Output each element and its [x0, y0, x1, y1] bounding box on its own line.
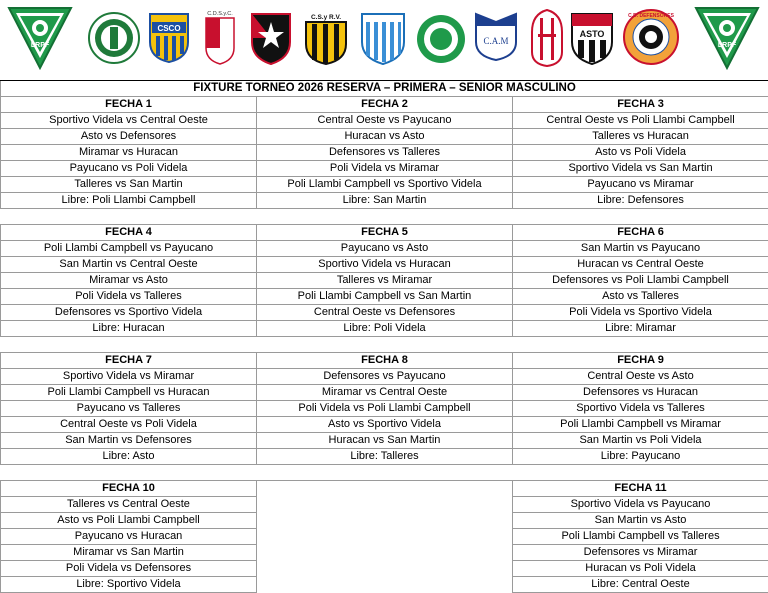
- csyrv-crest-icon: [304, 12, 348, 66]
- empty-cell: [257, 481, 513, 497]
- bye-team-cell: Libre: Payucano: [513, 449, 768, 465]
- match-cell: Defensores vs Sportivo Videla: [1, 305, 257, 321]
- match-cell: Miramar vs Asto: [1, 273, 257, 289]
- match-cell: Central Oeste vs Defensores: [257, 305, 513, 321]
- huracan-crest-icon: [530, 8, 564, 68]
- fixture-table: [0, 80, 768, 593]
- match-cell: Asto vs Defensores: [1, 129, 257, 145]
- match-cell: San Martin vs Asto: [513, 513, 768, 529]
- match-cell: Sportivo Videla vs Huracan: [257, 257, 513, 273]
- row-spacer: [1, 337, 768, 353]
- bye-team-cell: Libre: Miramar: [513, 321, 768, 337]
- defensores-crest-icon: [622, 8, 680, 66]
- row-spacer: [1, 209, 768, 225]
- match-cell: Poli Llambi Campbell vs San Martin: [257, 289, 513, 305]
- match-cell: Sportivo Videla vs San Martin: [513, 161, 768, 177]
- defensores-text: C.D. DEFENSORES: [628, 13, 674, 19]
- empty-cell: [257, 545, 513, 561]
- club-logos-bar: [0, 0, 768, 78]
- asto-crest-icon: [570, 12, 614, 66]
- match-cell: Asto vs Poli Llambi Campbell: [1, 513, 257, 529]
- match-cell: Huracan vs Asto: [257, 129, 513, 145]
- poli-llambi-campbell-crest-icon: [416, 10, 466, 68]
- fecha-header: FECHA 5: [257, 225, 513, 241]
- fecha-header: FECHA 6: [513, 225, 768, 241]
- match-cell: Poli Videla vs Defensores: [1, 561, 257, 577]
- match-cell: San Martin vs Payucano: [513, 241, 768, 257]
- match-cell: Poli Videla vs Miramar: [257, 161, 513, 177]
- match-cell: Defensores vs Huracan: [513, 385, 768, 401]
- match-cell: Payucano vs Talleres: [1, 401, 257, 417]
- bye-team-cell: Libre: Poli Llambi Campbell: [1, 193, 257, 209]
- match-cell: Payucano vs Poli Videla: [1, 161, 257, 177]
- lrpf-logo-left: [7, 6, 73, 70]
- bye-team-cell: Libre: San Martin: [257, 193, 513, 209]
- fecha-header: FECHA 4: [1, 225, 257, 241]
- match-cell: Talleres vs Central Oeste: [1, 497, 257, 513]
- cam-crest-icon: [474, 12, 518, 62]
- empty-cell: [257, 529, 513, 545]
- lrpf-left-text: LRPF: [30, 42, 50, 49]
- match-cell: Talleres vs Miramar: [257, 273, 513, 289]
- match-cell: Huracan vs Central Oeste: [513, 257, 768, 273]
- empty-cell: [257, 577, 513, 593]
- match-cell: Central Oeste vs Payucano: [257, 113, 513, 129]
- cam-text: C.A.M: [483, 36, 509, 46]
- match-cell: Payucano vs Asto: [257, 241, 513, 257]
- match-cell: Defensores vs Miramar: [513, 545, 768, 561]
- row-spacer: [1, 465, 768, 481]
- match-cell: San Martin vs Poli Videla: [513, 433, 768, 449]
- match-cell: Poli Llambi Campbell vs Huracan: [1, 385, 257, 401]
- match-cell: Central Oeste vs Poli Llambi Campbell: [513, 113, 768, 129]
- match-cell: Payucano vs Huracan: [1, 529, 257, 545]
- empty-cell: [257, 561, 513, 577]
- match-cell: San Martin vs Central Oeste: [1, 257, 257, 273]
- match-cell: Sportivo Videla vs Talleres: [513, 401, 768, 417]
- cdsyc-text: C.D.S.y.C.: [207, 11, 233, 17]
- csco-text: CSCO: [157, 24, 181, 33]
- fecha-header: FECHA 1: [1, 97, 257, 113]
- empty-cell: [257, 513, 513, 529]
- fecha-header: FECHA 11: [513, 481, 768, 497]
- csco-crest-icon: [148, 12, 190, 64]
- match-cell: Miramar vs Huracan: [1, 145, 257, 161]
- match-cell: Defensores vs Talleres: [257, 145, 513, 161]
- page-title: FIXTURE TORNEO 2026 RESERVA – PRIMERA – SENIOR MASCULINO: [1, 81, 768, 97]
- match-cell: Poli Llambi Campbell vs Payucano: [1, 241, 257, 257]
- fecha-header: FECHA 3: [513, 97, 768, 113]
- match-cell: Poli Videla vs Poli Llambi Campbell: [257, 401, 513, 417]
- match-cell: Central Oeste vs Asto: [513, 369, 768, 385]
- match-cell: Defensores vs Payucano: [257, 369, 513, 385]
- match-cell: Asto vs Poli Videla: [513, 145, 768, 161]
- match-cell: Central Oeste vs Poli Videla: [1, 417, 257, 433]
- match-cell: Talleres vs San Martin: [1, 177, 257, 193]
- match-cell: Poli Llambi Campbell vs Sportivo Videla: [257, 177, 513, 193]
- csyrv-text: C.S.y R.V.: [310, 14, 342, 21]
- fecha-header: FECHA 10: [1, 481, 257, 497]
- green-club-crest-icon: [88, 12, 140, 64]
- match-cell: Huracan vs San Martin: [257, 433, 513, 449]
- bye-team-cell: Libre: Defensores: [513, 193, 768, 209]
- match-cell: Poli Videla vs Talleres: [1, 289, 257, 305]
- lrpf-right-text: LRPF: [717, 42, 737, 49]
- fecha-header: FECHA 7: [1, 353, 257, 369]
- bye-team-cell: Libre: Poli Videla: [257, 321, 513, 337]
- match-cell: Sportivo Videla vs Miramar: [1, 369, 257, 385]
- match-cell: Miramar vs Central Oeste: [257, 385, 513, 401]
- match-cell: Defensores vs Poli Llambi Campbell: [513, 273, 768, 289]
- match-cell: Sportivo Videla vs Payucano: [513, 497, 768, 513]
- fecha-header: FECHA 8: [257, 353, 513, 369]
- star-club-crest-icon: [250, 12, 292, 66]
- cdsyc-crest-icon: [202, 8, 238, 70]
- empty-cell: [257, 497, 513, 513]
- bye-team-cell: Libre: Talleres: [257, 449, 513, 465]
- match-cell: Payucano vs Miramar: [513, 177, 768, 193]
- asto-text: ASTO: [579, 29, 605, 39]
- fecha-header: FECHA 2: [257, 97, 513, 113]
- match-cell: Huracan vs Poli Videla: [513, 561, 768, 577]
- fecha-header: FECHA 9: [513, 353, 768, 369]
- match-cell: Sportivo Videla vs Central Oeste: [1, 113, 257, 129]
- bye-team-cell: Libre: Sportivo Videla: [1, 577, 257, 593]
- match-cell: Miramar vs San Martin: [1, 545, 257, 561]
- bye-team-cell: Libre: Asto: [1, 449, 257, 465]
- match-cell: Asto vs Talleres: [513, 289, 768, 305]
- match-cell: Poli Llambi Campbell vs Miramar: [513, 417, 768, 433]
- lrpf-logo-right: [694, 6, 760, 70]
- bye-team-cell: Libre: Huracan: [1, 321, 257, 337]
- bye-team-cell: Libre: Central Oeste: [513, 577, 768, 593]
- polideportivo-videla-crest-icon: [360, 12, 406, 66]
- match-cell: Talleres vs Huracan: [513, 129, 768, 145]
- match-cell: Poli Videla vs Sportivo Videla: [513, 305, 768, 321]
- match-cell: Asto vs Sportivo Videla: [257, 417, 513, 433]
- match-cell: Poli Llambi Campbell vs Talleres: [513, 529, 768, 545]
- match-cell: San Martin vs Defensores: [1, 433, 257, 449]
